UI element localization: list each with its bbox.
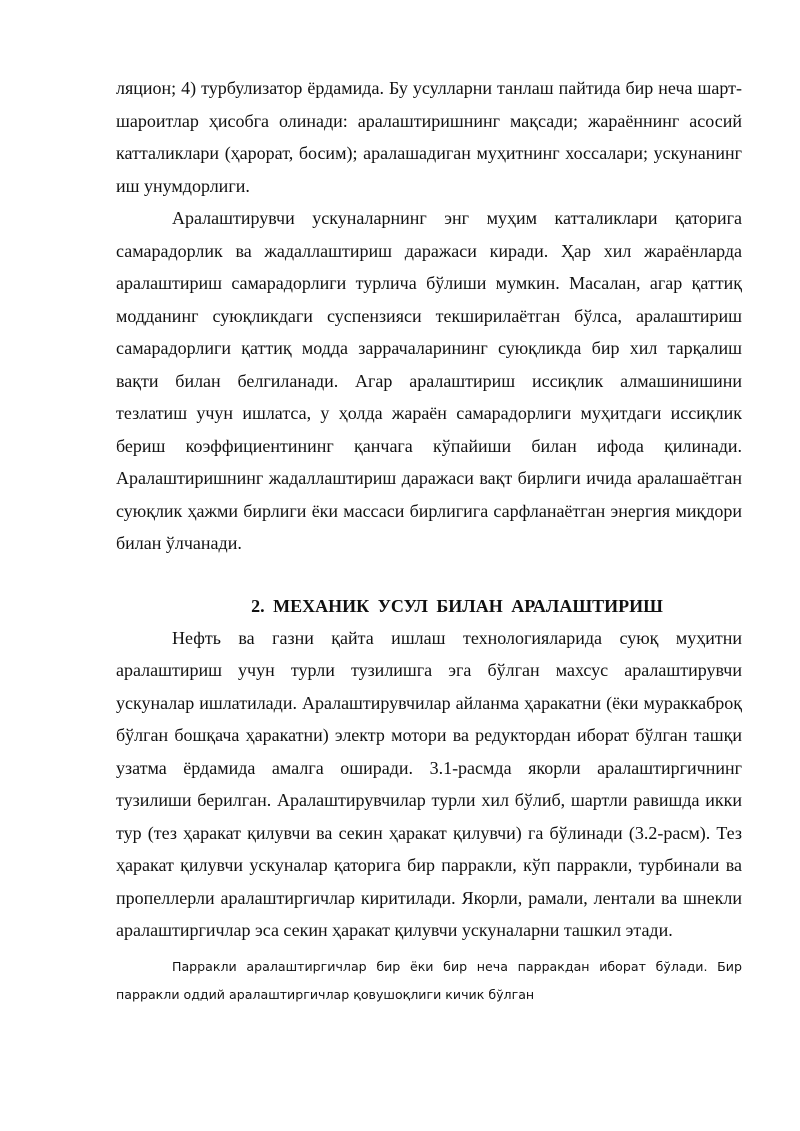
body-paragraph: ляцион; 4) турбулизатор ёрдамида. Бу усулларни танлаш пайтида бир неча шарт-шароитлар ҳисобга олинади: аралаштиришнинг мақсади; жараённинг асосий катталиклари (ҳарорат, босим); аралашадиган муҳитнинг хоссалари; ускунанинг иш унумдорлиги. (116, 78, 742, 196)
body-paragraph: Аралаштирувчи ускуналарнинг энг муҳим катталиклари қаторига самарадорлик ва жадаллаштириш даражаси киради. Ҳар хил жараёнларда аралаштириш самарадорлиги турлича бўлиши мумкин. Масалан, агар қаттиқ модданинг суюқликдаги суспензияси текширилаётган бўлса, аралаштириш самарадорлиги қаттиқ модда заррачаларининг суюқликда бир хил тарқалиш вақти билан белгиланади. Агар аралаштириш иссиқлик алмашинишини тезлатиш учун ишлатса, у ҳолда жараён самарадорлиги муҳитдаги иссиқлик бериш коэффициентининг қанчага кўпайиши билан ифода қилинади. Аралаштиришнинг жадаллаштириш даражаси вақт бирлиги ичида аралашаётган суюқлик ҳажми бирлиги ёки массаси бирлигига сарфланаётган энергия миқдори билан ўлчанади. (116, 208, 742, 553)
section-heading: 2. МЕХАНИК УСУЛ БИЛАН АРАЛАШТИРИШ (251, 595, 663, 616)
document-page (116, 72, 742, 1009)
body-paragraph-small: Парракли аралаштиргичлар бир ёки бир неча парракдан иборат бўлади. Бир парракли оддий аралаштиргичлар қовушоқлиги кичик бўлган (116, 958, 742, 1002)
body-paragraph: Нефть ва газни қайта ишлаш технологияларида суюқ муҳитни аралаштириш учун турли тузилишга эга бўлган махсус аралаштирувчи ускуналар ишлатилади. Аралаштирувчилар айланма ҳаракатни (ёки мураккаброқ бўлган бошқача ҳаракатни) электр мотори ва редуктордан иборат бўлган ташқи узатма ёрдамида амалга оширади. 3.1-расмда якорли аралаштиргичнинг тузилиши берилган. Аралаштирувчилар турли хил бўлиб, шартли равишда икки тур (тез ҳаракат қилувчи ва секин ҳаракат қилувчи) га бўлинади (3.2-расм). Тез ҳаракат қилувчи ускуналар қаторига бир парракли, кўп парракли, турбинали ва пропеллерли аралаштиргичлар киритилади. Якорли, рамали, лентали ва шнекли аралаштиргичлар эса секин ҳаракат қилувчи ускуналарни ташкил этади. (116, 627, 742, 940)
